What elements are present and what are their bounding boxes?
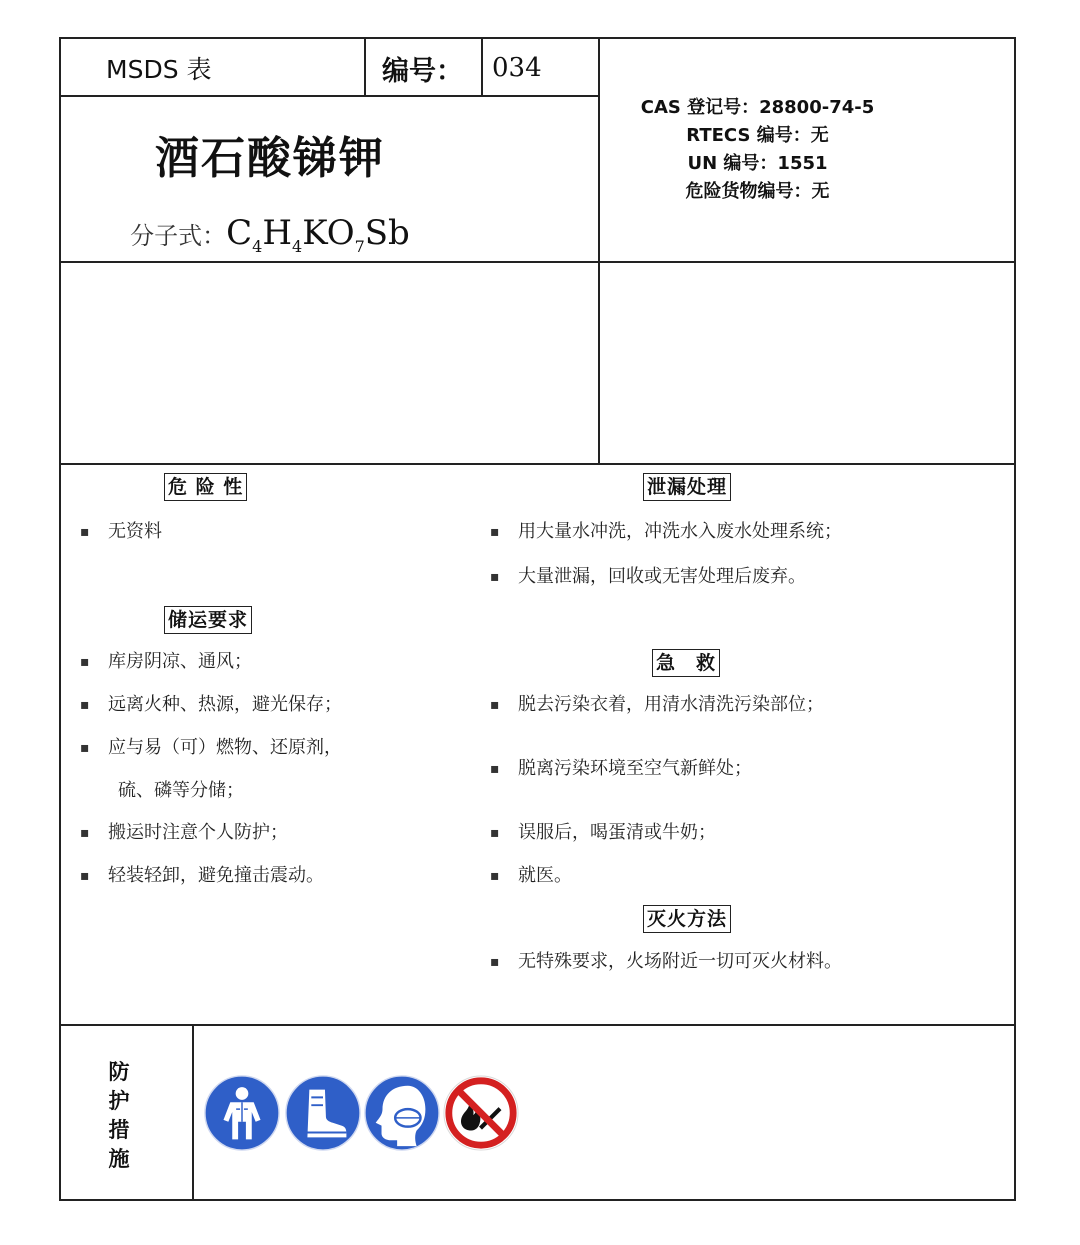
hazard-heading: 危 险 性 — [164, 473, 247, 501]
storage-item: 远离火种、热源，避光保存； — [108, 694, 342, 715]
bullet-icon: ▪ — [490, 868, 500, 884]
bullet-icon: ▪ — [490, 954, 500, 970]
leak-item: 用大量水冲洗，冲洗水入废水处理系统； — [518, 521, 842, 542]
safety-boot-icon — [284, 1074, 362, 1152]
un-number: UN 编号：1551 — [687, 153, 828, 174]
divider — [59, 261, 1016, 263]
first-aid-item: 误服后，喝蛋清或牛奶； — [518, 822, 716, 843]
divider — [59, 95, 599, 97]
fire-heading: 灭火方法 — [643, 905, 731, 933]
formula-label: 分子式： — [130, 222, 227, 250]
hazard-item: 无资料 — [108, 521, 162, 542]
bullet-icon: ▪ — [80, 697, 90, 713]
divider — [59, 1024, 1016, 1026]
storage-heading: 储运要求 — [164, 606, 252, 634]
bullet-icon: ▪ — [490, 761, 500, 777]
first-aid-item: 脱离污染环境至空气新鲜处； — [518, 758, 752, 779]
divider — [192, 1024, 194, 1201]
bullet-icon: ▪ — [80, 868, 90, 884]
number-value: 034 — [492, 53, 542, 83]
protective-suit-icon — [203, 1074, 281, 1152]
divider — [481, 37, 483, 96]
dangerous-goods-number: 危险货物编号：无 — [685, 181, 830, 202]
leak-heading: 泄漏处理 — [643, 473, 731, 501]
first-aid-heading: 急 救 — [652, 649, 720, 677]
divider — [364, 37, 366, 96]
first-aid-item: 就医。 — [518, 865, 572, 886]
storage-item: 轻装轻卸，避免撞击震动。 — [108, 865, 324, 886]
storage-item-continued: 硫、磷等分储； — [118, 780, 244, 801]
protection-label: 防 护 措 施 — [108, 1060, 130, 1171]
molecular-formula — [0, 213, 540, 256]
bullet-icon: ▪ — [490, 697, 500, 713]
bullet-icon: ▪ — [80, 825, 90, 841]
chemical-name: 酒石酸锑钾 — [155, 133, 385, 184]
table-label: MSDS 表 — [106, 55, 212, 84]
first-aid-item: 脱去污染衣着，用清水清洗污染部位； — [518, 694, 824, 715]
formula-value: $C_4H_4KO_7Sb$ — [226, 213, 410, 256]
bullet-icon: ▪ — [80, 524, 90, 540]
storage-item: 应与易（可）燃物、还原剂， — [108, 737, 342, 758]
no-open-flame-icon — [442, 1074, 520, 1152]
bullet-icon: ▪ — [490, 524, 500, 540]
number-label: 编号： — [382, 55, 463, 87]
fire-item: 无特殊要求，火场附近一切可灭火材料。 — [518, 951, 842, 972]
storage-item: 搬运时注意个人防护； — [108, 822, 288, 843]
bullet-icon: ▪ — [490, 569, 500, 585]
identifier-block — [600, 94, 915, 206]
bullet-icon: ▪ — [80, 740, 90, 756]
leak-item: 大量泄漏，回收或无害处理后废弃。 — [518, 566, 806, 587]
storage-item: 库房阴凉、通风； — [108, 651, 252, 672]
bullet-icon: ▪ — [80, 654, 90, 670]
divider — [59, 463, 1016, 465]
cas-number: CAS 登记号：28800-74-5 — [640, 97, 875, 118]
respirator-mask-icon — [363, 1074, 441, 1152]
bullet-icon: ▪ — [490, 825, 500, 841]
rtecs-number: RTECS 编号：无 — [686, 125, 829, 146]
